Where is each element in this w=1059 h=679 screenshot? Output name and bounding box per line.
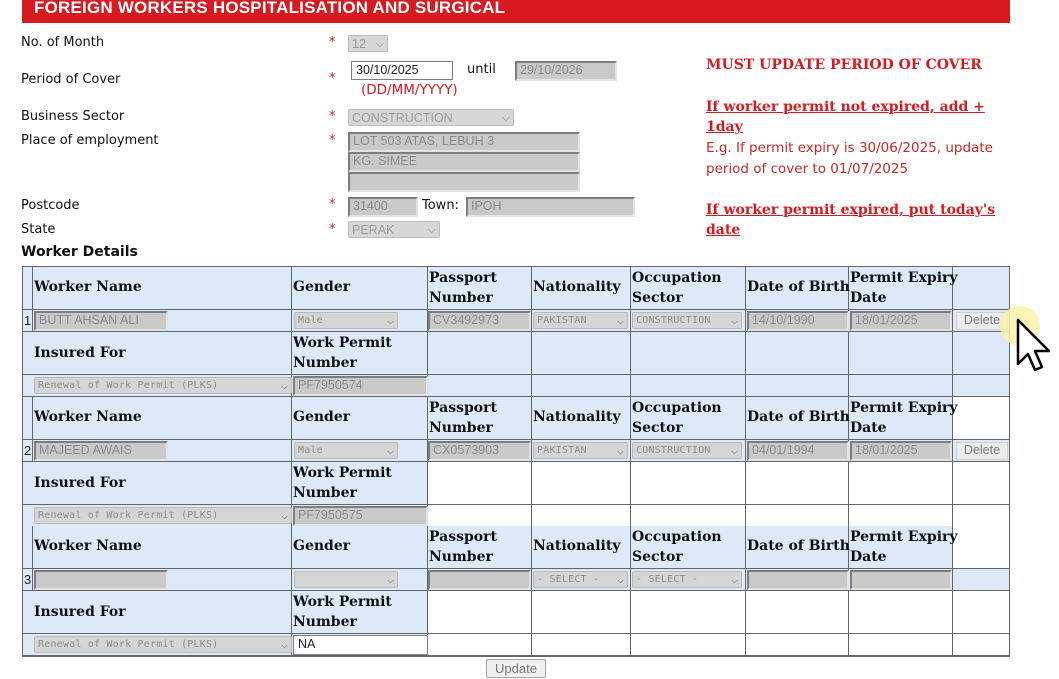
header-cell [953, 267, 1010, 310]
insured-for-select-value: Renewal of Work Permit (PLKS) [38, 510, 219, 521]
nationality-select[interactable] [533, 571, 628, 588]
page-title: FOREIGN WORKERS HOSPITALISATION AND SURGICAL [34, 0, 506, 17]
postcode-label: Postcode [21, 198, 80, 213]
mouse-pointer-icon [1014, 318, 1054, 376]
page-title-banner [22, 0, 1010, 23]
occupation-select-value: - SELECT - [636, 574, 699, 585]
empty-cell [953, 332, 1010, 375]
empty-cell [532, 505, 631, 527]
worker-name-input[interactable]: BUTT AHSAN ALI [34, 311, 168, 331]
address-line-3-input[interactable] [348, 172, 580, 192]
chevron-down-icon: ⌵ [281, 638, 288, 651]
no-of-month-select[interactable]: 12 ⌵ [348, 35, 388, 52]
address-line-1-input[interactable]: LOT 503 ATAS, LEBUH 3 [348, 132, 580, 152]
empty-cell [532, 591, 631, 634]
empty-cell [849, 462, 953, 505]
empty-cell [953, 375, 1010, 397]
chevron-down-icon: ⌵ [731, 573, 738, 586]
empty-cell [428, 375, 532, 397]
col-header-worker-name: Worker Name [34, 409, 142, 425]
header-cell [953, 397, 1010, 440]
col-header-permit-expiry: Date [850, 549, 887, 565]
address-line-2-input[interactable]: KG. SIMEE [348, 152, 580, 172]
col-header-passport: Number [429, 290, 493, 306]
chevron-down-icon: ⌵ [617, 444, 624, 457]
empty-cell [849, 634, 953, 656]
date-of-birth-input[interactable]: 04/01/1994 [747, 441, 849, 461]
town-input[interactable]: IPOH [466, 197, 635, 217]
business-sector-label: Business Sector [21, 109, 125, 124]
col-header-gender: Gender [293, 409, 351, 425]
state-select[interactable]: PERAK ⌵ [348, 221, 440, 238]
empty-cell [428, 591, 532, 634]
col-header-passport: Passport [429, 270, 497, 286]
empty-cell [631, 505, 746, 527]
expired-note: If worker permit expired, put today's date [706, 202, 996, 238]
work-permit-input[interactable]: PF7950574 [293, 376, 428, 396]
col-header-insured-for: Insured For [34, 475, 126, 491]
occupation-select[interactable] [632, 442, 742, 459]
required-mark: * [329, 71, 336, 86]
passport-input[interactable] [428, 570, 531, 590]
chevron-down-icon: ⌵ [617, 573, 624, 586]
empty-cell [631, 634, 746, 656]
chevron-down-icon: ⌵ [731, 314, 738, 327]
update-button[interactable]: Update [486, 659, 546, 678]
insured-for-select[interactable] [34, 636, 292, 653]
work-permit-input[interactable]: PF7950575 [293, 506, 428, 526]
nationality-select-value: - SELECT - [537, 574, 600, 585]
chevron-down-icon: ⌵ [281, 509, 288, 522]
place-of-employment-label: Place of employment [21, 133, 159, 148]
data-cell [953, 569, 1010, 591]
nationality-select[interactable] [533, 442, 628, 459]
nationality-select-value: PAKISTAN [537, 315, 587, 326]
col-header-occupation: Sector [632, 420, 683, 436]
insured-for-select-value: Renewal of Work Permit (PLKS) [38, 639, 219, 650]
col-header-date-of-birth: Date of Birth [747, 538, 850, 554]
empty-cell [849, 505, 953, 527]
col-header-occupation: Occupation [632, 270, 722, 286]
period-from-input[interactable]: 30/10/2025 [351, 61, 453, 80]
empty-cell [428, 634, 532, 656]
empty-cell [849, 375, 953, 397]
row-number: 3 [24, 572, 32, 587]
permit-expiry-input[interactable]: 18/01/2025 [850, 311, 952, 331]
col-header-passport: Passport [429, 400, 497, 416]
insured-for-select[interactable] [34, 377, 292, 394]
must-update-note: MUST UPDATE PERIOD OF COVER [706, 57, 982, 73]
empty-cell [953, 591, 1010, 634]
not-expired-note: If worker permit not expired, add + 1day [706, 99, 985, 135]
period-to-input[interactable]: 29/10/2026 [515, 61, 617, 81]
gender-select-value: Male [298, 445, 323, 456]
permit-expiry-input[interactable] [850, 570, 952, 590]
worker-details-heading: Worker Details [21, 244, 138, 260]
empty-cell [746, 505, 849, 527]
gender-select[interactable] [294, 442, 398, 459]
header-cell [953, 526, 1010, 569]
empty-cell [746, 375, 849, 397]
worker-name-input[interactable] [34, 570, 168, 590]
col-header-date-of-birth: Date of Birth [747, 279, 850, 295]
header-cell [23, 397, 33, 440]
occupation-select[interactable] [632, 312, 742, 329]
col-header-gender: Gender [293, 538, 351, 554]
empty-cell [849, 332, 953, 375]
empty-cell [631, 462, 746, 505]
chevron-down-icon: ⌵ [387, 573, 394, 586]
col-header-permit-expiry: Permit Expiry [850, 400, 958, 416]
insured-for-select-value: Renewal of Work Permit (PLKS) [38, 380, 219, 391]
col-header-date-of-birth: Date of Birth [747, 409, 850, 425]
col-header-occupation: Occupation [632, 400, 722, 416]
town-label: Town: [422, 198, 459, 213]
chevron-down-icon: ⌵ [387, 314, 394, 327]
header-cell [23, 526, 33, 569]
worker-table [22, 266, 1010, 657]
gender-select[interactable] [294, 312, 398, 329]
col-header-passport: Passport [429, 529, 497, 545]
col-header-insured-for: Insured For [34, 345, 126, 361]
gender-select[interactable] [294, 571, 398, 588]
col-header-work-permit: Number [293, 355, 357, 371]
insured-for-select[interactable] [34, 507, 292, 524]
required-mark: * [329, 35, 336, 50]
worker-name-input[interactable]: MAJEED AWAIS [34, 441, 168, 461]
empty-cell [532, 634, 631, 656]
empty-cell [746, 462, 849, 505]
period-of-cover-label: Period of Cover [21, 72, 121, 87]
gender-select-value: Male [298, 315, 323, 326]
passport-input[interactable]: CX0573903 [428, 441, 531, 461]
chevron-down-icon: ⌵ [617, 314, 624, 327]
required-mark: * [329, 222, 336, 237]
nationality-select-value: PAKISTAN [537, 445, 587, 456]
empty-cell [746, 332, 849, 375]
header-cell [23, 267, 33, 310]
date-of-birth-input[interactable] [747, 570, 849, 590]
empty-cell [953, 505, 1010, 527]
until-label: until [467, 62, 496, 77]
passport-input[interactable]: CV3492973 [428, 311, 531, 331]
col-header-permit-expiry: Permit Expiry [850, 270, 958, 286]
col-header-work-permit: Work Permit [293, 465, 392, 481]
date-format-hint: (DD/MM/YYYY) [361, 82, 458, 98]
chevron-down-icon: ⌵ [375, 38, 384, 50]
empty-cell [532, 375, 631, 397]
occupation-select-value: CONSTRUCTION [636, 445, 711, 456]
empty-cell [631, 375, 746, 397]
permit-expiry-input[interactable]: 18/01/2025 [850, 441, 952, 461]
col-header-work-permit: Work Permit [293, 335, 392, 351]
date-of-birth-input[interactable]: 14/10/1990 [747, 311, 849, 331]
row-number: 1 [24, 313, 32, 328]
row-number: 2 [24, 443, 32, 458]
postcode-input[interactable]: 31400 [348, 197, 418, 217]
col-header-passport: Number [429, 420, 493, 436]
example-note: E.g. If permit expiry is 30/06/2025, update period of cover to 01/07/2025 [706, 140, 993, 177]
col-header-work-permit: Number [293, 485, 357, 501]
col-header-permit-expiry: Permit Expiry [850, 529, 958, 545]
col-header-worker-name: Worker Name [34, 538, 142, 554]
state-label: State [21, 222, 56, 237]
col-header-work-permit: Work Permit [293, 594, 392, 610]
chevron-down-icon: ⌵ [731, 444, 738, 457]
empty-cell [428, 505, 532, 527]
empty-cell [746, 634, 849, 656]
business-sector-select[interactable]: CONSTRUCTION ⌵ [348, 109, 514, 126]
col-header-work-permit: Number [293, 614, 357, 630]
col-header-worker-name: Worker Name [34, 279, 142, 295]
col-header-gender: Gender [293, 279, 351, 295]
delete-button[interactable]: Delete [956, 312, 1008, 330]
delete-button[interactable]: Delete [956, 442, 1008, 460]
work-permit-input[interactable]: NA [293, 635, 428, 655]
empty-cell [953, 634, 1010, 656]
occupation-select-value: CONSTRUCTION [636, 315, 711, 326]
empty-cell [746, 591, 849, 634]
col-header-occupation: Sector [632, 549, 683, 565]
col-header-permit-expiry: Date [850, 290, 887, 306]
nationality-select[interactable] [533, 312, 628, 329]
empty-cell [428, 332, 532, 375]
empty-cell [631, 591, 746, 634]
empty-cell [953, 462, 1010, 505]
chevron-down-icon: ⌵ [387, 444, 394, 457]
col-header-occupation: Occupation [632, 529, 722, 545]
empty-cell [532, 332, 631, 375]
required-mark: * [329, 133, 336, 148]
empty-cell [532, 462, 631, 505]
chevron-down-icon: ⌵ [427, 224, 436, 236]
col-header-nationality: Nationality [533, 409, 621, 425]
col-header-occupation: Sector [632, 290, 683, 306]
col-header-insured-for: Insured For [34, 604, 126, 620]
col-header-permit-expiry: Date [850, 420, 887, 436]
col-header-passport: Number [429, 549, 493, 565]
empty-cell [631, 332, 746, 375]
required-mark: * [329, 109, 336, 124]
col-header-nationality: Nationality [533, 279, 621, 295]
empty-cell [849, 591, 953, 634]
required-mark: * [329, 197, 336, 212]
chevron-down-icon: ⌵ [281, 379, 288, 392]
chevron-down-icon: ⌵ [501, 112, 510, 124]
empty-cell [428, 462, 532, 505]
occupation-select[interactable] [632, 571, 742, 588]
no-of-month-label: No. of Month [21, 35, 105, 50]
col-header-nationality: Nationality [533, 538, 621, 554]
